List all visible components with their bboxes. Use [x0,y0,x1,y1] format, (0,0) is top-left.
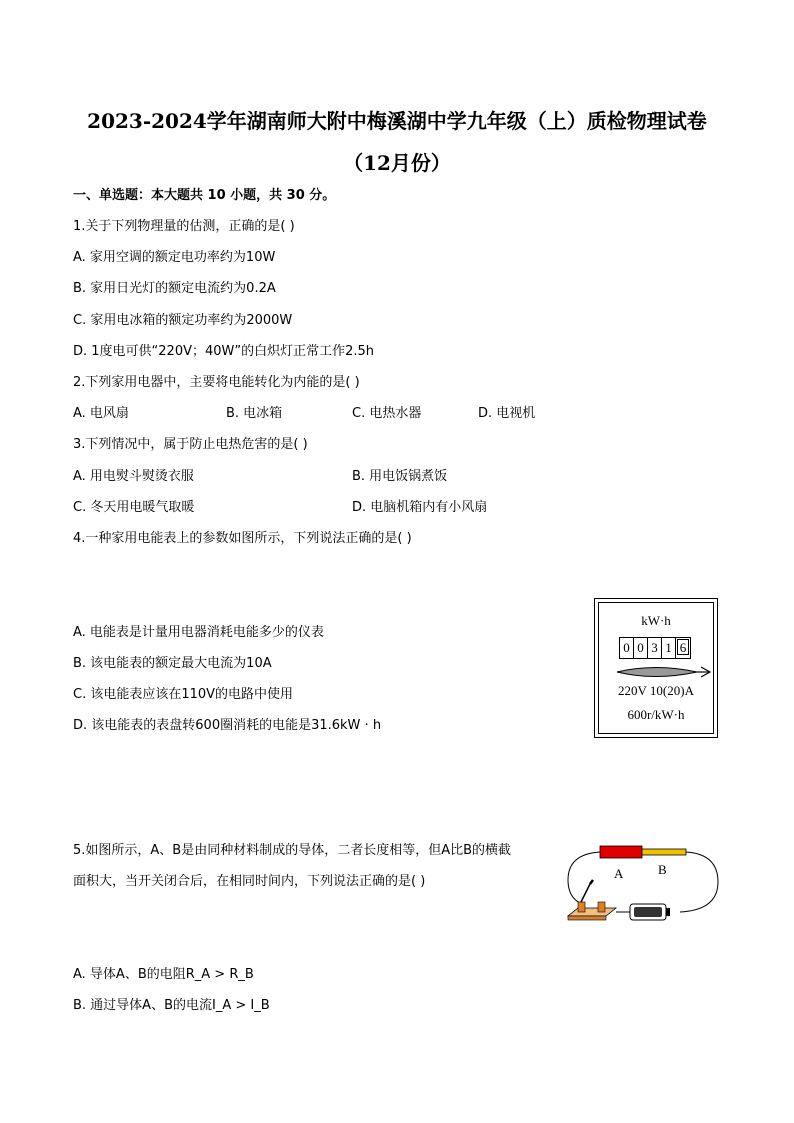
q1-option-a: A. 家用空调的额定电功率约为10W [73,250,276,265]
q4-option-c: C. 该电能表应该在110V的电路中使用 [73,687,294,702]
meter-digit-decimal: 6 [677,639,689,655]
q3-option-a: A. 用电熨斗熨烫衣服 [73,469,194,484]
q4-option-a: A. 电能表是计量用电器消耗电能多少的仪表 [73,625,324,640]
q2-option-b: B. 电冰箱 [226,406,283,421]
conductor-b-icon [642,849,686,855]
meter-unit: kW·h [641,613,671,628]
q5-option-b: B. 通过导体A、B的电流I_A > I_B [73,998,270,1013]
q2-option-c: C. 电热水器 [352,406,422,421]
exam-title-line2: （12月份） [343,151,451,175]
q1-option-d: D. 1度电可供“220V；40W”的白炽灯正常工作2.5h [73,344,375,359]
label-a: A [614,866,624,881]
conductor-a-icon [600,846,642,858]
q3-option-d: D. 电脑机箱内有小风扇 [352,500,488,515]
q5-stem-line1: 5.如图所示，A、B是由同种材料制成的导体，二者长度相等，但A比B的横截 [73,843,512,858]
circuit-figure [560,838,730,927]
label-b: B [658,862,667,877]
section-heading: 一、单选题：本大题共 10 小题，共 30 分。 [73,188,336,203]
q2-stem: 2.下列家用电器中，主要将电能转化为内能的是( ) [73,375,360,390]
q2-option-d: D. 电视机 [478,406,536,421]
energy-meter-figure [594,598,718,738]
q1-option-b: B. 家用日光灯的额定电流约为0.2A [73,281,276,296]
battery-icon [630,904,670,920]
meter-digit: 3 [648,638,662,658]
meter-revolutions: 600r/kW·h [627,707,685,722]
meter-digit: 1 [662,638,676,658]
exam-title-line1: 2023-2024学年湖南师大附中梅溪湖中学九年级（上）质检物理试卷 [87,109,707,133]
q1-stem: 1.关于下列物理量的估测，正确的是( ) [73,219,295,234]
circuit-diagram [560,838,730,923]
q1-option-c: C. 家用电冰箱的额定功率约为2000W [73,313,293,328]
q4-option-d: D. 该电能表的表盘转600圈消耗的电能是31.6kW · h [73,718,382,733]
q5-stem-line2: 面积大，当开关闭合后，在相同时间内，下列说法正确的是( ) [73,874,426,889]
energy-meter-inner-frame [598,602,714,734]
q5-option-a: A. 导体A、B的电阻R_A > R_B [73,967,254,982]
meter-digit: 0 [620,638,634,658]
q2-option-a: A. 电风扇 [73,406,129,421]
q3-option-c: C. 冬天用电暖气取暖 [73,500,195,515]
meter-disk-arrow-icon [615,665,711,679]
q4-option-b: B. 该电能表的额定最大电流为10A [73,656,272,671]
meter-rating: 220V 10(20)A [618,683,694,698]
meter-digit: 0 [634,638,648,658]
q3-stem: 3.下列情况中，属于防止电热危害的是( ) [73,437,308,452]
q3-option-b: B. 用电饭锅煮饭 [352,469,448,484]
q4-stem: 4.一种家用电能表上的参数如图所示，下列说法正确的是( ) [73,531,412,546]
meter-digits [619,637,691,659]
